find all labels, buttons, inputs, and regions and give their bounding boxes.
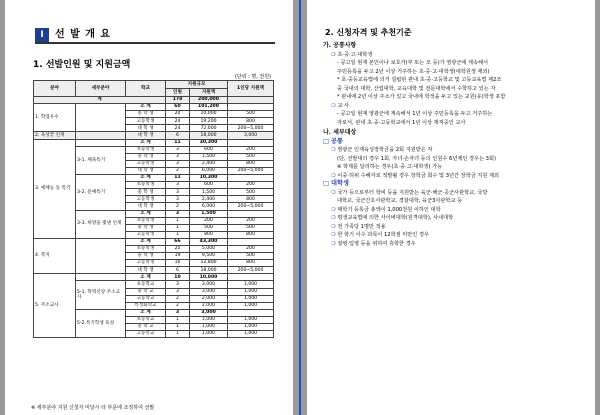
cell-count: 1: [166, 224, 190, 231]
circle-bullet-icon: ❍: [331, 215, 336, 221]
table-body: [34, 104, 274, 338]
cell-amount: 30,300: [190, 139, 228, 146]
cell-per-person: 500: [228, 111, 274, 118]
eligibility-line: [323, 214, 588, 223]
total-per: [228, 97, 274, 104]
table-row: [34, 104, 274, 111]
eligibility-text: 한 학기 이수 과목이 12학점 미만인 경우: [337, 232, 429, 238]
cell-count: 19: [166, 253, 190, 260]
eligibility-line: [323, 59, 588, 68]
cell-school: 중 학 교: [126, 288, 166, 295]
cell-school: 소 계: [126, 104, 166, 111]
cell-amount: 500: [190, 224, 228, 231]
cell-amount: 5,000: [190, 245, 228, 252]
cell-per-person: 200: [228, 217, 274, 224]
eligibility-line: [323, 42, 588, 51]
cell-school: 특성화학교: [126, 302, 166, 309]
eligibility-text: 중 국내의 대학, 산업대학, 교육대학 및 전문대학에서 수학하고 있는 자: [337, 85, 496, 92]
cell-count: 2: [166, 295, 190, 302]
eligibility-text: 전 가족당 1명만 적용: [337, 223, 386, 230]
cell-category: 2. 육상끝 인재: [34, 132, 76, 139]
cell-count: 3: [166, 146, 190, 153]
cell-school: 대 학 생: [126, 125, 166, 132]
circle-bullet-icon: ❍: [331, 223, 336, 230]
cell-count: 16: [166, 260, 190, 267]
cell-amount: 6,000: [190, 167, 228, 174]
total-label: 계: [34, 97, 166, 104]
cell-detail: 5-1. 학력신장 주소교사: [76, 281, 126, 309]
cell-amount: 600: [190, 182, 228, 189]
footnote: ※ 세부분야 지원 신청자 미달시 타 부문에 조정하여 선발: [31, 405, 155, 411]
cell-count: 3: [166, 210, 190, 217]
cell-category: 5. 주소교사: [34, 274, 76, 338]
cell-per-person: 800: [228, 231, 274, 238]
eligibility-text: 주민등록을 두고 2년 이상 거주하는 초·중·고·대학생(대학원생 제외): [337, 68, 490, 75]
section-title: 선 발 개 요: [55, 29, 112, 40]
cell-count: 2: [166, 203, 190, 210]
circle-bullet-icon: ❍: [331, 206, 336, 213]
total-amount: 200,000: [190, 97, 228, 104]
cell-amount: 1,000: [190, 324, 228, 331]
eligibility-line: [323, 163, 588, 172]
cell-count: 3: [166, 196, 190, 203]
circle-bullet-icon: ❍: [331, 189, 336, 196]
cell-amount: 12,800: [190, 260, 228, 267]
cell-detail: 3-1. 체육특기: [76, 146, 126, 174]
circle-bullet-icon: ❍: [331, 51, 336, 58]
page-divider: [299, 0, 301, 415]
cell-per-person: 1,000: [228, 331, 274, 338]
eligibility-line: [323, 102, 588, 111]
cell-category: 1. 학업우수: [34, 104, 76, 132]
cell-school: 대 학 생: [126, 132, 166, 139]
eligibility-text: 가. 공통사항: [323, 42, 357, 49]
cell-school: 대 학 생: [126, 167, 166, 174]
cell-amount: 2,000: [190, 302, 228, 309]
cell-amount: 43,300: [190, 238, 228, 245]
cell-per-person: [228, 175, 274, 182]
eligibility-line: [323, 93, 588, 102]
cell-amount: 1,500: [190, 189, 228, 196]
cell-detail: [76, 139, 126, 146]
cell-count: 1: [166, 324, 190, 331]
cell-amount: 101,200: [190, 104, 228, 111]
eligibility-text: 대학생: [331, 180, 349, 187]
selection-table: [33, 80, 274, 338]
cell-per-person: 200~5,000: [228, 267, 274, 274]
cell-amount: 10,000: [190, 111, 228, 118]
cell-per-person: 3,000: [228, 132, 274, 139]
eligibility-line: [323, 138, 588, 147]
eligibility-line: [323, 172, 588, 181]
eligibility-text: ※ 학제를 달리하는 경우(초·중·고·대학생) 가능: [337, 164, 443, 170]
cell-school: 중 학 생: [126, 224, 166, 231]
eligibility-text: 매학기 등록금 총액이 1,000천원 이하인 대학: [337, 206, 441, 213]
cell-school: 소 계: [126, 175, 166, 182]
square-bullet-icon: □: [323, 137, 329, 145]
circle-bullet-icon: ❍: [331, 102, 336, 109]
unit-note: (단위 : 명, 천원): [234, 74, 271, 80]
eligibility-line: [323, 189, 588, 198]
cell-category: 4. 복지: [34, 238, 76, 273]
eligibility-line: [323, 146, 588, 155]
cell-school: 중 학 생: [126, 153, 166, 160]
cell-school: 고등학교: [126, 295, 166, 302]
eligibility-text: * 관내에 2년 이상 주소가 있고 국내에 학적을 두고 있는 교원(유)학생 포함: [337, 94, 506, 100]
cell-school: 고등학생: [126, 160, 166, 167]
cell-per-person: 500: [228, 153, 274, 160]
cell-school: 중 학 교: [126, 324, 166, 331]
cell-per-person: [228, 238, 274, 245]
cell-per-person: 200: [228, 182, 274, 189]
cell-per-person: [228, 139, 274, 146]
page-left: [5, 0, 293, 415]
eligibility-text: - 공고일 현재 본인이나 보호자(부 또는 모 등)가 영광군에 계속해서: [337, 60, 489, 66]
cell-school: 고등학생: [126, 196, 166, 203]
cell-school: 소 계: [126, 210, 166, 217]
page-right: [307, 0, 595, 415]
cell-school: 고등학생: [126, 118, 166, 125]
cell-per-person: 200~5,000: [228, 125, 274, 132]
cell-count: 60: [166, 104, 190, 111]
eligibility-text: * 초·중등교육법에 의거 설립된 관내 초·중·고등학교 및 고등교육법 제2조: [337, 77, 502, 83]
cell-school: 대 학 생: [126, 203, 166, 210]
eligibility-line: [323, 129, 588, 138]
cell-count: 3: [166, 309, 190, 316]
cell-amount: 3,000: [190, 288, 228, 295]
cell-count: 3: [166, 281, 190, 288]
eligibility-text: 질병·입영 등을 위하여 휴학한 경우: [337, 240, 416, 247]
cell-count: 1: [166, 217, 190, 224]
cell-per-person: 1,000: [228, 324, 274, 331]
cell-school: 초등학생: [126, 146, 166, 153]
eligibility-text: 초·중·고·대학생: [337, 51, 373, 58]
cell-school: 초등학교: [126, 281, 166, 288]
cell-amount: 1,500: [190, 153, 228, 160]
cell-school: 소 계: [126, 238, 166, 245]
eligibility-line: [323, 240, 588, 249]
header-detail: 세부분야: [76, 81, 126, 97]
cell-count: 20: [166, 111, 190, 118]
eligibility-text: 교 사: [337, 102, 349, 109]
header-scale: 지원규모: [166, 81, 228, 89]
cell-count: 24: [166, 118, 190, 125]
cell-amount: 2,400: [190, 196, 228, 203]
section-number: Ⅰ: [35, 28, 49, 42]
cell-amount: 2,000: [190, 295, 228, 302]
cell-amount: 3,000: [190, 309, 228, 316]
cell-amount: 18,000: [190, 267, 228, 274]
cell-school: 초등학생: [126, 245, 166, 252]
eligibility-line: [323, 206, 588, 215]
cell-amount: 72,000: [190, 125, 228, 132]
cell-school: 고등학교: [126, 331, 166, 338]
eligibility-line: [323, 51, 588, 60]
cell-school: 초등학교: [126, 316, 166, 323]
cell-school: 대 학 생: [126, 267, 166, 274]
cell-count: 6: [166, 132, 190, 139]
cell-per-person: 1,000: [228, 295, 274, 302]
total-count: 178: [166, 97, 190, 104]
eligibility-line: [323, 68, 588, 77]
eligibility-text: (단, 선발대의 경우 1회, 자녀·손자녀 등의 인원수 6년제인 경우는 3회): [337, 155, 497, 162]
cell-count: 1: [166, 231, 190, 238]
cell-detail: 5-2.특기학생 육성: [76, 309, 126, 337]
cell-per-person: [228, 210, 274, 217]
table-row: [34, 274, 274, 281]
cell-per-person: 500: [228, 253, 274, 260]
cell-detail: [76, 104, 126, 132]
cell-per-person: 800: [228, 196, 274, 203]
cell-count: 24: [166, 125, 190, 132]
cell-amount: 1,000: [190, 331, 228, 338]
eligibility-text: 이중·허위 수혜자로 적발될 경우 장학금 회수 및 3년간 장학금 지원 제외: [337, 172, 500, 179]
cell-detail: [76, 274, 126, 281]
cell-count: 2: [166, 167, 190, 174]
cell-per-person: 1,000: [228, 281, 274, 288]
table-row: [34, 238, 274, 245]
header-school: 학교: [126, 81, 166, 97]
cell-per-person: 800: [228, 118, 274, 125]
eligibility-text: - 공고일 현재 영광군에 계속해서 1년 이상 주민등록을 두고 거주하는: [337, 111, 493, 117]
eligibility-line: [323, 231, 588, 240]
cell-per-person: [228, 104, 274, 111]
cell-per-person: [228, 309, 274, 316]
header-category: 분야: [34, 81, 76, 97]
cell-amount: 10,000: [190, 274, 228, 281]
cell-per-person: 500: [228, 189, 274, 196]
cell-count: 10: [166, 274, 190, 281]
circle-bullet-icon: ❍: [331, 147, 336, 153]
cell-per-person: 800: [228, 260, 274, 267]
table-row: [34, 139, 274, 146]
cell-amount: 200: [190, 217, 228, 224]
eligibility-text: 공통: [331, 137, 343, 145]
circle-bullet-icon: ❍: [331, 172, 336, 179]
eligibility-line: [323, 119, 588, 128]
eligibility-line: [323, 223, 588, 232]
section-header: [35, 28, 275, 44]
cell-per-person: 1,000: [228, 302, 274, 309]
cell-detail: [76, 238, 126, 273]
cell-per-person: [228, 274, 274, 281]
cell-per-person: 200: [228, 146, 274, 153]
eligibility-line: [323, 85, 588, 94]
circle-bullet-icon: ❍: [331, 232, 336, 238]
cell-school: 중 학 생: [126, 253, 166, 260]
cell-detail: 3-3. 희망을 빛낸 인재: [76, 210, 126, 238]
cell-per-person: 200~5,000: [228, 203, 274, 210]
eligibility-line: [323, 76, 588, 85]
cell-count: 1: [166, 331, 190, 338]
circle-bullet-icon: ❍: [331, 240, 336, 247]
cell-school: 초등학생: [126, 182, 166, 189]
cell-school: 소 계: [126, 274, 166, 281]
cell-school: 초등학생: [126, 217, 166, 224]
cell-count: 1: [166, 316, 190, 323]
eligibility-body: [323, 40, 588, 248]
cell-amount: 600: [190, 146, 228, 153]
cell-school: 중 학 생: [126, 111, 166, 118]
cell-detail: 3-2. 문예특기: [76, 175, 126, 210]
cell-count: 66: [166, 238, 190, 245]
cell-per-person: 1,000: [228, 288, 274, 295]
cell-count: 11: [166, 139, 190, 146]
eligibility-line: [323, 180, 588, 189]
cell-amount: 19,200: [190, 118, 228, 125]
eligibility-text: 국가 등으로부터 학비 등을 지원받는 육군·해군·공군사관학교, 국방: [337, 189, 488, 196]
cell-amount: 2,400: [190, 160, 228, 167]
square-bullet-icon: □: [323, 180, 329, 187]
header-per-person: 1인당 지원액: [228, 81, 274, 97]
cell-school: 중 학 생: [126, 189, 166, 196]
cell-per-person: 500: [228, 224, 274, 231]
cell-amount: 1,000: [190, 316, 228, 323]
cell-school: 고등학생: [126, 260, 166, 267]
cell-detail: [76, 132, 126, 139]
cell-count: 3: [166, 288, 190, 295]
cell-count: 6: [166, 267, 190, 274]
cell-amount: 6,000: [190, 203, 228, 210]
cell-category: 3. 예체능 등 특기: [34, 139, 76, 238]
cell-amount: 9,500: [190, 253, 228, 260]
cell-per-person: 200: [228, 245, 274, 252]
eligibility-line: [323, 155, 588, 164]
cell-count: 3: [166, 153, 190, 160]
cell-count: 25: [166, 245, 190, 252]
cell-count: 2: [166, 302, 190, 309]
cell-count: 3: [166, 189, 190, 196]
cell-per-person: 800: [228, 160, 274, 167]
cell-school: 소 계: [126, 309, 166, 316]
cell-school: 고등학생: [126, 231, 166, 238]
eligibility-line: [323, 197, 588, 206]
cell-per-person: 1,000: [228, 316, 274, 323]
subtitle-selection: 1. 선발인원 및 지원금액: [33, 60, 131, 70]
eligibility-text: 평생교육법에 의한 사이버대학(원격대학), 사내대학: [337, 215, 454, 221]
cell-amount: 10,300: [190, 175, 228, 182]
cell-count: 11: [166, 175, 190, 182]
cell-amount: 3,000: [190, 281, 228, 288]
cell-school: 소 계: [126, 139, 166, 146]
header-amount: 지원액: [190, 89, 228, 97]
eligibility-text: 자로서, 관내 초·중·고등학교에서 1년 이상 재직중인 교사: [337, 119, 466, 126]
eligibility-text: 대학교, 국군간호사관학교, 경찰대학, 육군3사관학교 등: [337, 198, 463, 204]
header-count: 인원: [166, 89, 190, 97]
eligibility-text: 나. 세부대상: [323, 129, 357, 136]
cell-count: 3: [166, 160, 190, 167]
cell-per-person: 200~5,000: [228, 167, 274, 174]
cell-amount: 18,000: [190, 132, 228, 139]
cell-amount: 800: [190, 231, 228, 238]
eligibility-title: 2. 신청자격 및 추천기준: [325, 28, 412, 37]
cell-count: 3: [166, 182, 190, 189]
table-row: [34, 132, 274, 139]
eligibility-text: 영광군 인재육성장학금을 2회 지원받은 자: [337, 147, 433, 153]
cell-amount: 1,500: [190, 210, 228, 217]
eligibility-line: [323, 110, 588, 119]
